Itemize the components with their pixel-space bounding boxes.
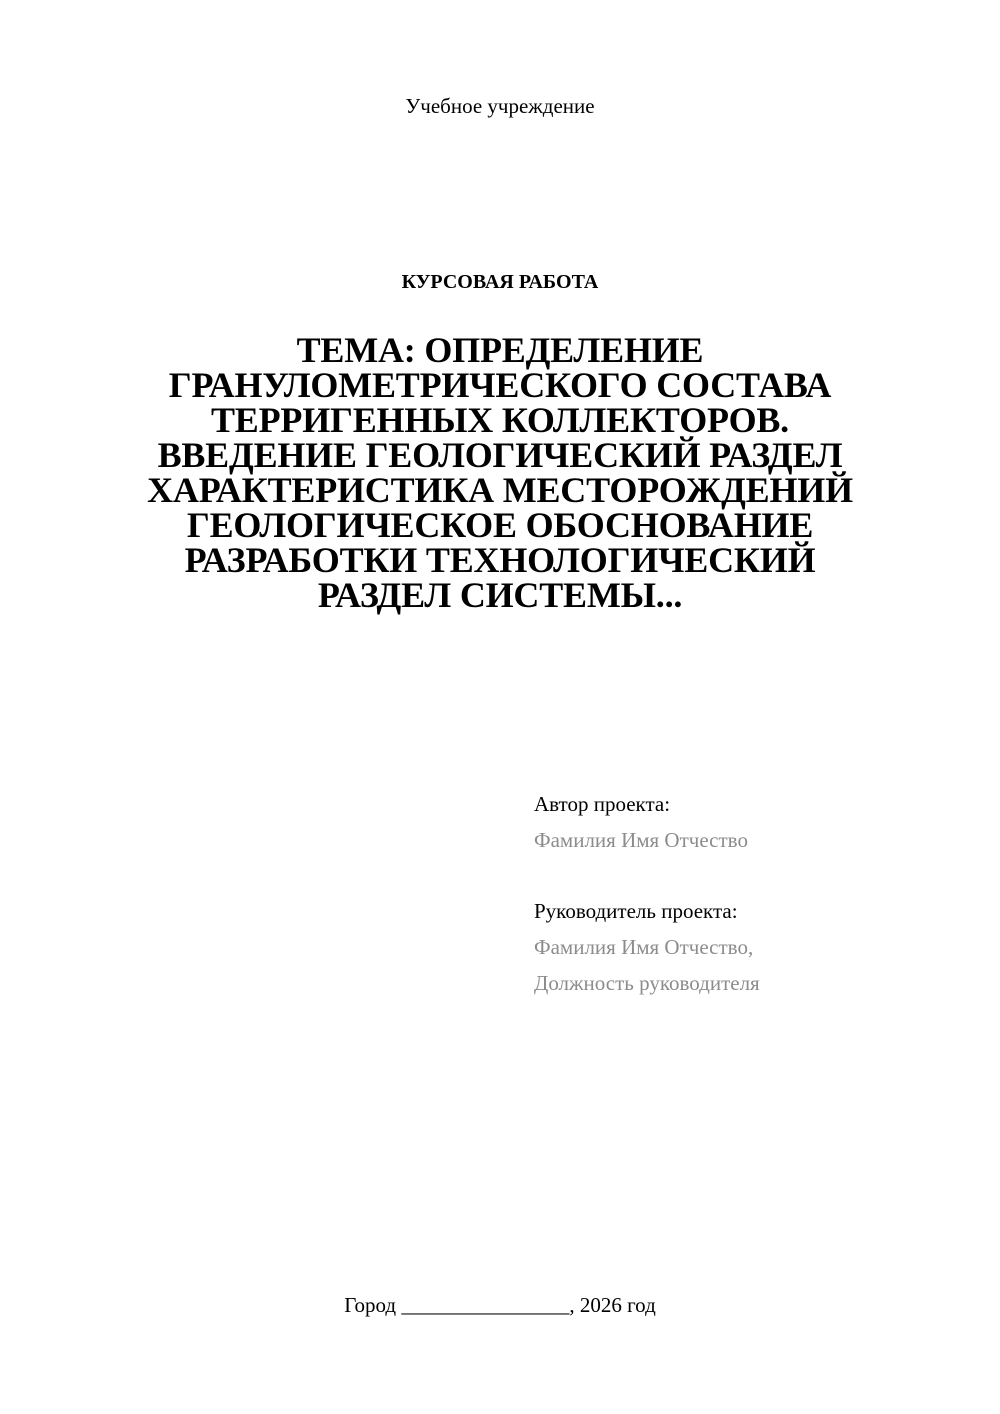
topic-line: ТЕРРИГЕННЫХ КОЛЛЕКТОРОВ. bbox=[211, 400, 789, 440]
author-name: Фамилия Имя Отчество bbox=[534, 828, 748, 852]
institution-name: Учебное учреждение bbox=[405, 94, 595, 118]
topic-line: ХАРАКТЕРИСТИКА МЕСТОРОЖДЕНИЙ bbox=[147, 470, 853, 510]
topic-line: РАЗДЕЛ СИСТЕМЫ... bbox=[317, 575, 683, 615]
topic-title bbox=[130, 330, 870, 615]
topic-line: ВВЕДЕНИЕ ГЕОЛОГИЧЕСКИЙ РАЗДЕЛ bbox=[157, 435, 843, 475]
topic-line: ТЕМА: ОПРЕДЕЛЕНИЕ bbox=[296, 330, 704, 370]
supervisor-name: Фамилия Имя Отчество, bbox=[534, 935, 754, 959]
author-label: Автор проекта: bbox=[534, 792, 671, 816]
topic-line: ГЕОЛОГИЧЕСКОЕ ОБОСНОВАНИЕ bbox=[186, 505, 814, 545]
topic-line: РАЗРАБОТКИ ТЕХНОЛОГИЧЕСКИЙ bbox=[184, 540, 816, 580]
work-type-heading: КУРСОВАЯ РАБОТА bbox=[401, 271, 599, 293]
supervisor-position: Должность руководителя bbox=[534, 971, 760, 995]
topic-line: ГРАНУЛОМЕТРИЧЕСКОГО СОСТАВА bbox=[168, 365, 832, 405]
supervisor-block bbox=[534, 893, 974, 1001]
author-block bbox=[534, 786, 974, 858]
supervisor-label: Руководитель проекта: bbox=[534, 899, 738, 923]
city-year-line: Город ________________, 2026 год bbox=[344, 1293, 656, 1317]
